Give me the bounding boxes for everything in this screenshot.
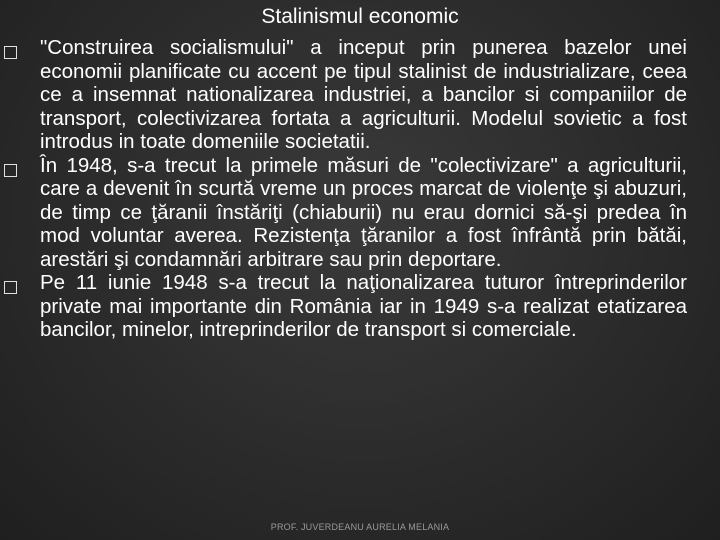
bullet-item [0,154,720,272]
square-bullet-icon [4,281,17,294]
bullet-item [0,36,720,154]
bullet-text: Pe 11 iunie 1948 s-a trecut la naţionalizarea tuturor întreprinderilor private mai importante din România iar in 1949 s-a realizat etatizarea bancilor, minelor, intreprinderilor de transport si comerciale. [40,271,687,341]
bullet-text: "Construirea socialismului" a inceput prin punerea bazelor unei economii planificate cu accent pe tipul stalinist de industrializare, ceea ce a insemnat nationalizarea industriei, a bancilor si companiilor de transport, colectivizarea fortata a agriculturii. Modelul sovietic a fost introdus in toate domeniile societatii. [40,36,687,153]
footer-author: PROF. JUVERDEANU AURELIA MELANIA [270,522,450,532]
bullet-item [0,271,720,342]
square-bullet-icon [4,46,17,59]
square-bullet-icon [4,164,17,177]
bullet-text: În 1948, s-a trecut la primele măsuri de "colectivizare" a agriculturii, care a devenit în scurtă vreme un proces marcat de violenţe şi abuzuri, de timp ce ţăranii înstăriţi (chiaburii) nu erau dornici să-şi predea în mod voluntar averea. Rezistenţa ţăranilor a fost înfrântă prin bătăi, arestări şi condamnări arbitrare sau prin deportare. [40,153,687,271]
bullet-list [0,36,720,342]
slide-title: Stalinismul economic [261,5,459,28]
